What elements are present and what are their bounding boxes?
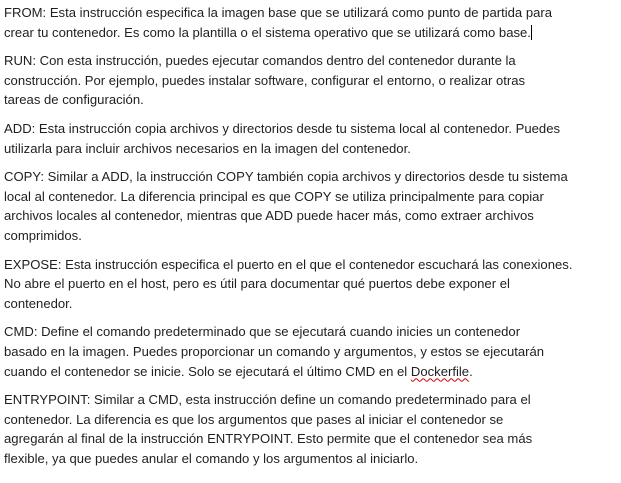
paragraph-cmd (4, 322, 616, 381)
text-line: archivos locales al contenedor, mientras que ADD puede hacer más, como extraer archivos (4, 208, 534, 224)
text-segment: . (469, 363, 473, 379)
text-line: RUN: Con esta instrucción, puedes ejecutar comandos dentro del contenedor durante la (4, 53, 516, 69)
text-line: comprimidos. (4, 227, 82, 243)
text-line: contenedor. (4, 295, 73, 311)
text-line: No abre el puerto en el host, pero es útil para documentar qué puertos debe exponer el (4, 276, 510, 292)
document-body[interactable] (4, 3, 616, 477)
paragraph-run (4, 51, 616, 110)
text-line: COPY: Similar a ADD, la instrucción COPY también copia archivos y directorios desde tu sistema (4, 169, 568, 185)
text-line: agregarán al final de la instrucción ENTRYPOINT. Esto permite que el contenedor sea más (4, 431, 533, 447)
text-line: ENTRYPOINT: Similar a CMD, esta instrucción define un comando predeterminado para el (4, 392, 531, 408)
text-line: contenedor. La diferencia es que los argumentos que pases al iniciar el contenedor se (4, 411, 504, 427)
text-line: ADD: Esta instrucción copia archivos y directorios desde tu sistema local al contenedor. Puedes (4, 120, 561, 136)
text-cursor (531, 25, 532, 40)
text-line: construcción. Por ejemplo, puedes instalar software, configurar el entorno, o realizar otras (4, 72, 526, 88)
paragraph-entrypoint (4, 390, 616, 468)
paragraph-copy (4, 167, 616, 245)
text-line: CMD: Define el comando predeterminado que se ejecutará cuando inicies un contenedor (4, 324, 521, 340)
paragraph-from (4, 3, 616, 42)
text-line-with-cursor (4, 23, 616, 43)
text-line: crear tu contenedor. Es como la plantilla o el sistema operativo que se utilizará como base. (4, 24, 531, 40)
text-line: EXPOSE: Esta instrucción especifica el puerto en el que el contenedor escuchará las conexiones. (4, 256, 573, 272)
misspelled-word[interactable]: Dockerfile (410, 363, 470, 379)
text-line: utilizarla para incluir archivos necesarios en la imagen del contenedor. (4, 140, 411, 156)
text-line: FROM: Esta instrucción especifica la imagen base que se utilizará como punto de partida para (4, 5, 553, 20)
text-line: local al contenedor. La diferencia principal es que COPY se utiliza principalmente para copiar (4, 188, 544, 204)
text-line-with-spellcheck (4, 362, 616, 382)
text-segment: cuando el contenedor se inicie. Solo se ejecutará el último CMD en el (4, 363, 411, 379)
text-line: tareas de configuración. (4, 92, 144, 108)
text-line: basado en la imagen. Puedes proporcionar un comando y argumentos, y estos se ejecutarán (4, 343, 545, 359)
text-line: flexible, ya que puedes anular el comando y los argumentos al iniciarlo. (4, 450, 419, 466)
paragraph-expose (4, 255, 616, 314)
paragraph-add (4, 119, 616, 158)
